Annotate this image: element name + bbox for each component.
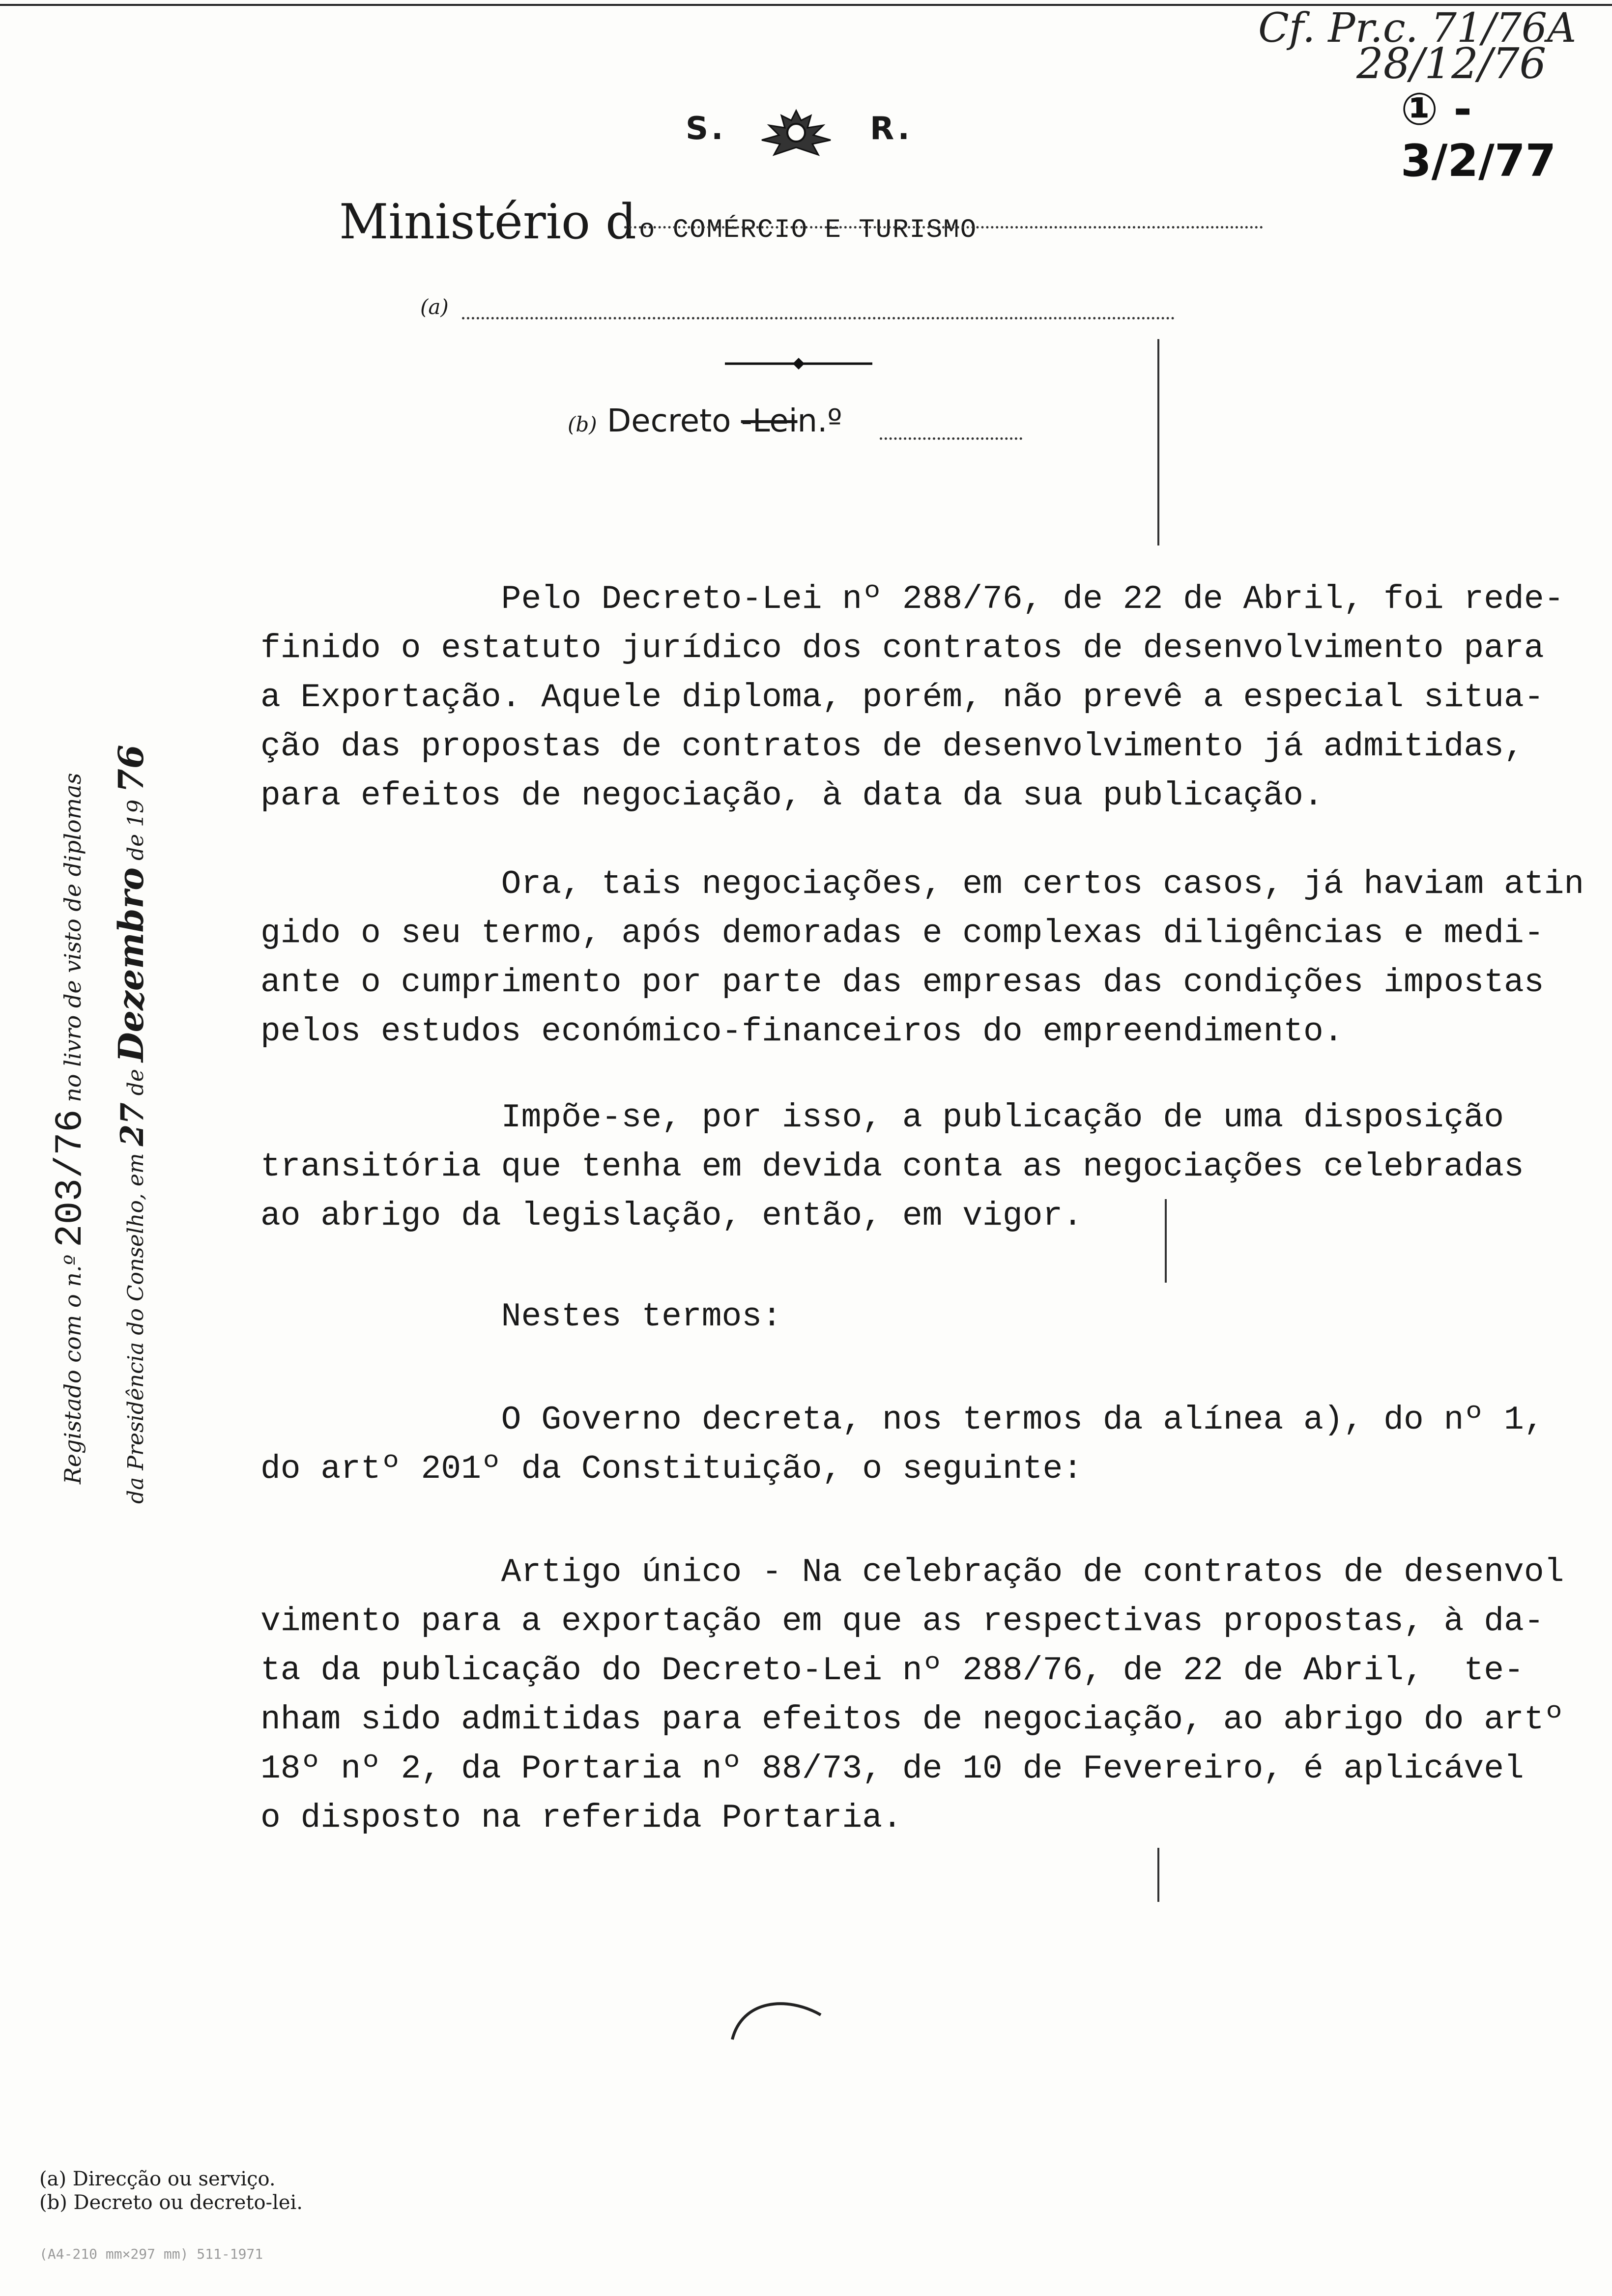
decree-number-abbr: n.º [797, 403, 842, 439]
decree-dotted-line [880, 437, 1022, 440]
margin-stroke [1157, 1848, 1159, 1902]
header-letter-r: R. [870, 111, 913, 147]
decree-word: Decreto [607, 403, 741, 439]
presidency-year: 76 [111, 745, 151, 793]
presidency-day: 27 [114, 1102, 151, 1147]
field-a-dotted-line [462, 317, 1175, 319]
footnote-a: (a) Direcção ou serviço. [39, 2168, 276, 2190]
header-letter-s: S. [686, 111, 726, 147]
paragraph-2: Ora, tais negociações, em certos casos, já haviam atin gido o seu termo, após demoradas e complexas diligências e medi- ante o cumprimento por parte das empresas das condições impostas pelos estudos económico-financeiros do empreendimento. [260, 865, 1584, 1051]
paragraph-6: Artigo único - Na celebração de contratos de desenvol vimento para a exportação em que as respectivas propostas, à da- ta da publicação do Decreto-Lei nº 288/76, de 22 de Abril, te- nham sido admitidas para efeitos de negociação, ao abrigo do artº 18º nº 2, da Portaria nº 88/73, de 10 de Fevereiro, é aplicável o disposto na referida Portaria. [260, 1553, 1564, 1837]
presidency-margin-note: da Presidência do Conselho, em 27 de Dezembro de 19 76 [111, 745, 151, 1504]
decree-struck-word: -Lei [741, 403, 798, 439]
handwritten-reference: Cf. Pr.c. 71/76A [1258, 5, 1577, 52]
ministry-dotted-line [624, 226, 1263, 229]
coat-of-arms-icon [749, 106, 843, 160]
footnote-b: (b) Decreto ou decreto-lei. [39, 2191, 303, 2214]
paragraph-5: O Governo decreta, nos termos da alínea a), do nº 1, do artº 201º da Constituição, o seguinte: [260, 1401, 1544, 1488]
field-a-label: (a) [420, 295, 449, 319]
paragraph-4: Nestes termos: [260, 1298, 782, 1336]
print-reference: (A4-210 mm×297 mm) 511-1971 [39, 2246, 263, 2262]
presidency-month: Dezembro [111, 867, 151, 1062]
field-b-label: (b) [568, 412, 597, 436]
registration-number: 203/76 [49, 1109, 92, 1248]
margin-stroke [1157, 339, 1159, 545]
decree-title [568, 403, 842, 439]
signature-mark-icon [727, 1985, 826, 2044]
registration-margin-note: Registado com o n.º 203/76 no livro de visto de diplomas [49, 773, 92, 1484]
divider-ornament-icon [725, 354, 872, 373]
handwritten-stamp-number: ① - 3/2/77 [1401, 84, 1556, 187]
paragraph-1: Pelo Decreto-Lei nº 288/76, de 22 de Abril, foi rede- finido o estatuto jurídico dos contratos de desenvolvimento para a Exportação. Aquele diploma, porém, não prevê a especial situa- ção das propostas de contratos de desenvolvimento já admitidas, para efeitos de negociação, à data da sua publicação. [260, 580, 1564, 815]
handwritten-date: 28/12/76 [1356, 39, 1547, 88]
ministry-name: o COMÉRCIO E TURISMO [639, 215, 978, 245]
paragraph-3: Impõe-se, por isso, a publicação de uma disposição transitória que tenha em devida conta as negociações celebradas ao abrigo da legislação, então, em vigor. [260, 1099, 1524, 1235]
ministry-label: Ministério d [339, 194, 636, 250]
footnotes [39, 2167, 303, 2214]
